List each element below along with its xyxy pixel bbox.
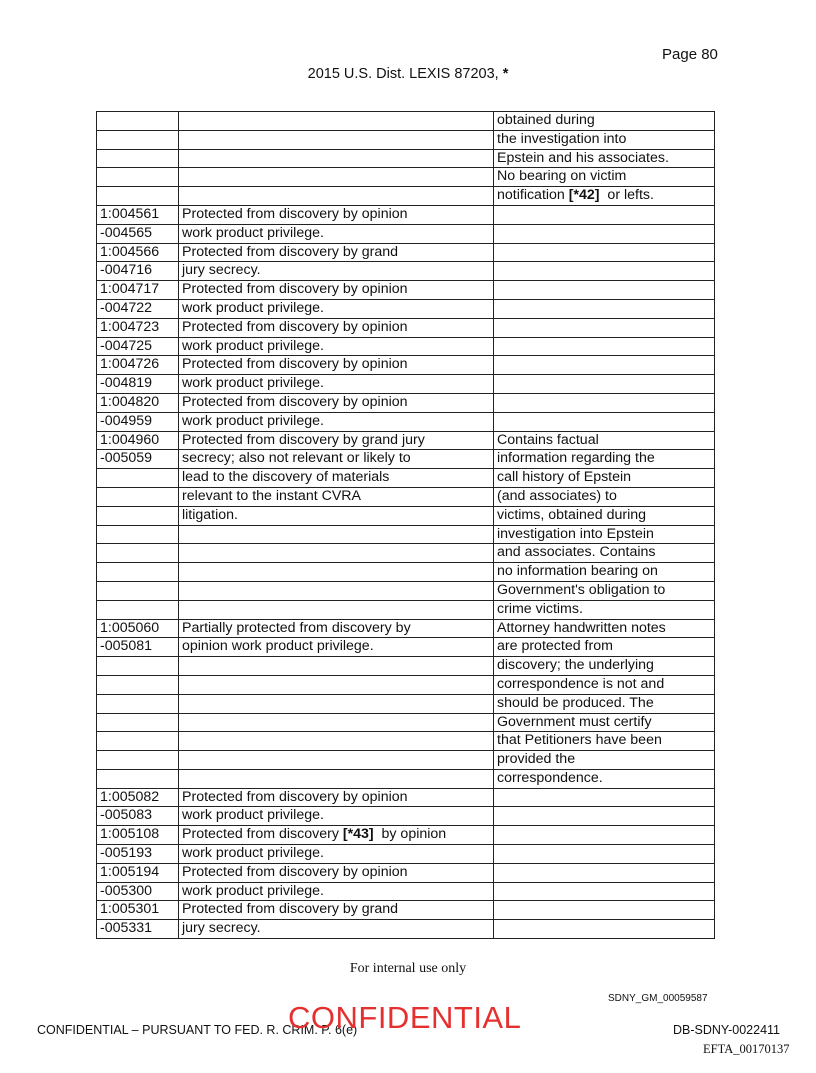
notes-cell: Contains factual (494, 431, 715, 450)
bates-range-cell: 1:004717 (97, 281, 179, 300)
notes-cell (494, 901, 715, 920)
table-row (97, 224, 715, 243)
table-row (97, 732, 715, 751)
table-row (97, 431, 715, 450)
notes-cell: No bearing on victim (494, 168, 715, 187)
ruling-cell: opinion work product privilege. (179, 638, 494, 657)
table-row (97, 356, 715, 375)
bates-range-cell: -004565 (97, 224, 179, 243)
table-row (97, 920, 715, 939)
notes-cell: information regarding the (494, 450, 715, 469)
ruling-cell (179, 168, 494, 187)
table-row (97, 112, 715, 131)
table-row (97, 299, 715, 318)
table-row (97, 318, 715, 337)
table-row (97, 675, 715, 694)
notes-cell (494, 788, 715, 807)
table-row (97, 262, 715, 281)
ruling-cell: secrecy; also not relevant or likely to (179, 450, 494, 469)
bates-range-cell (97, 713, 179, 732)
bates-range-cell: -005059 (97, 450, 179, 469)
notes-cell (494, 393, 715, 412)
ruling-cell: Protected from discovery by opinion (179, 281, 494, 300)
notes-cell (494, 356, 715, 375)
ruling-cell: Protected from discovery by opinion (179, 788, 494, 807)
ruling-cell: lead to the discovery of materials (179, 469, 494, 488)
notes-cell: obtained during (494, 112, 715, 131)
table-row (97, 600, 715, 619)
bates-range-cell: -005193 (97, 845, 179, 864)
bates-range-cell (97, 694, 179, 713)
table-row (97, 863, 715, 882)
notes-cell (494, 807, 715, 826)
bates-range-cell: -004725 (97, 337, 179, 356)
bates-range-cell (97, 130, 179, 149)
document-index-table (96, 111, 715, 939)
bates-range-cell: -005081 (97, 638, 179, 657)
table-row (97, 243, 715, 262)
table-row (97, 525, 715, 544)
table-row (97, 845, 715, 864)
bates-range-cell (97, 112, 179, 131)
ruling-cell (179, 525, 494, 544)
table-row (97, 901, 715, 920)
notes-cell: provided the (494, 751, 715, 770)
table-row (97, 149, 715, 168)
table-row (97, 393, 715, 412)
notes-cell: the investigation into (494, 130, 715, 149)
table-body (97, 112, 715, 939)
ruling-cell (179, 657, 494, 676)
ruling-cell (179, 826, 494, 845)
ruling-cell: Protected from discovery by opinion (179, 356, 494, 375)
notes-cell (494, 262, 715, 281)
notes-cell (494, 337, 715, 356)
ruling-cell (179, 112, 494, 131)
bates-range-cell (97, 675, 179, 694)
bates-range-cell: 1:005060 (97, 619, 179, 638)
bates-range-cell: 1:004820 (97, 393, 179, 412)
notes-cell: crime victims. (494, 600, 715, 619)
ruling-cell: work product privilege. (179, 412, 494, 431)
ruling-cell: Protected from discovery by opinion (179, 393, 494, 412)
ruling-cell: Protected from discovery by grand jury (179, 431, 494, 450)
confidential-legend: CONFIDENTIAL – PURSUANT TO FED. R. CRIM. P. 6(e) (37, 1023, 358, 1037)
bates-number-sdny-gm: SDNY_GM_00059587 (608, 993, 708, 1004)
notes-cell: and associates. Contains (494, 544, 715, 563)
ruling-cell (179, 600, 494, 619)
notes-cell: Government's obligation to (494, 581, 715, 600)
efta-identifier: EFTA_00170137 (703, 1042, 790, 1056)
bates-range-cell (97, 751, 179, 770)
ruling-cell: relevant to the instant CVRA (179, 487, 494, 506)
bates-range-cell (97, 469, 179, 488)
table-row (97, 826, 715, 845)
confidential-stamp: CONFIDENTIAL (288, 1000, 522, 1035)
notes-cell (494, 882, 715, 901)
table-row (97, 563, 715, 582)
notes-cell (494, 281, 715, 300)
notes-cell: no information bearing on (494, 563, 715, 582)
bates-number-db-sdny: DB-SDNY-0022411 (673, 1023, 781, 1037)
bates-range-cell: -005331 (97, 920, 179, 939)
bates-range-cell: -004959 (97, 412, 179, 431)
notes-cell (494, 187, 715, 206)
ruling-cell: work product privilege. (179, 337, 494, 356)
table-row (97, 807, 715, 826)
notes-cell (494, 863, 715, 882)
table-row (97, 657, 715, 676)
notes-cell (494, 318, 715, 337)
cell-text: by opinion (373, 826, 447, 843)
ruling-cell: work product privilege. (179, 375, 494, 394)
table-row (97, 130, 715, 149)
star-page-marker: * (502, 66, 509, 82)
ruling-cell (179, 187, 494, 206)
bates-range-cell: 1:004566 (97, 243, 179, 262)
table-row (97, 506, 715, 525)
table-row (97, 205, 715, 224)
ruling-cell: work product privilege. (179, 224, 494, 243)
running-header (0, 66, 816, 82)
bates-range-cell (97, 563, 179, 582)
bates-range-cell (97, 187, 179, 206)
notes-cell: Epstein and his associates. (494, 149, 715, 168)
bates-range-cell (97, 544, 179, 563)
ruling-cell (179, 751, 494, 770)
notes-cell (494, 299, 715, 318)
bates-range-cell: 1:005108 (97, 826, 179, 845)
bates-range-cell: 1:004723 (97, 318, 179, 337)
ruling-cell: jury secrecy. (179, 262, 494, 281)
ruling-cell: Protected from discovery by grand (179, 901, 494, 920)
notes-cell (494, 224, 715, 243)
bates-range-cell: 1:005194 (97, 863, 179, 882)
table-row (97, 713, 715, 732)
ruling-cell: work product privilege. (179, 882, 494, 901)
page-number: Page 80 (662, 46, 718, 63)
notes-cell: call history of Epstein (494, 469, 715, 488)
bates-range-cell (97, 581, 179, 600)
ruling-cell: work product privilege. (179, 299, 494, 318)
table-row (97, 788, 715, 807)
notes-cell: correspondence is not and (494, 675, 715, 694)
ruling-cell: Protected from discovery by opinion (179, 318, 494, 337)
notes-cell: (and associates) to (494, 487, 715, 506)
notes-cell (494, 845, 715, 864)
notes-cell (494, 920, 715, 939)
bates-range-cell (97, 600, 179, 619)
ruling-cell: Protected from discovery by opinion (179, 205, 494, 224)
bates-range-cell (97, 506, 179, 525)
ruling-cell (179, 544, 494, 563)
cell-text: notification (497, 187, 569, 204)
ruling-cell (179, 694, 494, 713)
bates-range-cell: 1:004561 (97, 205, 179, 224)
table-row (97, 375, 715, 394)
star-page-marker: [*42] (568, 187, 600, 204)
ruling-cell (179, 675, 494, 694)
ruling-cell (179, 769, 494, 788)
table-row (97, 337, 715, 356)
bates-range-cell: 1:004726 (97, 356, 179, 375)
bates-range-cell: 1:005301 (97, 901, 179, 920)
table-row (97, 168, 715, 187)
internal-use-notice: For internal use only (349, 961, 467, 976)
case-citation: 2015 U.S. Dist. LEXIS 87203, (307, 66, 499, 82)
table-row (97, 412, 715, 431)
ruling-cell (179, 732, 494, 751)
ruling-cell: Protected from discovery by opinion (179, 863, 494, 882)
notes-cell: should be produced. The (494, 694, 715, 713)
bates-range-cell: 1:005082 (97, 788, 179, 807)
table-row (97, 487, 715, 506)
bates-range-cell (97, 657, 179, 676)
notes-cell (494, 243, 715, 262)
table-row (97, 751, 715, 770)
table-row (97, 769, 715, 788)
table-row (97, 619, 715, 638)
bates-range-cell (97, 149, 179, 168)
bates-range-cell: 1:004960 (97, 431, 179, 450)
table-row (97, 882, 715, 901)
notes-cell: investigation into Epstein (494, 525, 715, 544)
ruling-cell: jury secrecy. (179, 920, 494, 939)
notes-cell: victims, obtained during (494, 506, 715, 525)
star-page-marker: [*43] (342, 826, 374, 843)
bates-range-cell: -004716 (97, 262, 179, 281)
bates-range-cell (97, 732, 179, 751)
ruling-cell: work product privilege. (179, 807, 494, 826)
ruling-cell: work product privilege. (179, 845, 494, 864)
notes-cell: that Petitioners have been (494, 732, 715, 751)
table-row (97, 581, 715, 600)
ruling-cell (179, 563, 494, 582)
table-row (97, 187, 715, 206)
notes-cell: correspondence. (494, 769, 715, 788)
ruling-cell: litigation. (179, 506, 494, 525)
table-row (97, 450, 715, 469)
notes-cell (494, 375, 715, 394)
cell-text: or lefts. (599, 187, 654, 204)
table-row (97, 638, 715, 657)
bates-range-cell: -005083 (97, 807, 179, 826)
notes-cell: Attorney handwritten notes (494, 619, 715, 638)
bates-range-cell (97, 487, 179, 506)
ruling-cell (179, 130, 494, 149)
bates-range-cell: -005300 (97, 882, 179, 901)
bates-range-cell: -004819 (97, 375, 179, 394)
table-row (97, 694, 715, 713)
table-row (97, 281, 715, 300)
ruling-cell (179, 713, 494, 732)
bates-range-cell (97, 525, 179, 544)
ruling-cell (179, 149, 494, 168)
notes-cell: discovery; the underlying (494, 657, 715, 676)
notes-cell (494, 826, 715, 845)
bates-range-cell (97, 769, 179, 788)
notes-cell: are protected from (494, 638, 715, 657)
ruling-cell: Protected from discovery by grand (179, 243, 494, 262)
notes-cell (494, 205, 715, 224)
bates-range-cell (97, 168, 179, 187)
notes-cell: Government must certify (494, 713, 715, 732)
cell-text: Protected from discovery (182, 826, 343, 843)
ruling-cell (179, 581, 494, 600)
ruling-cell: Partially protected from discovery by (179, 619, 494, 638)
table-row (97, 544, 715, 563)
bates-range-cell: -004722 (97, 299, 179, 318)
table-row (97, 469, 715, 488)
notes-cell (494, 412, 715, 431)
